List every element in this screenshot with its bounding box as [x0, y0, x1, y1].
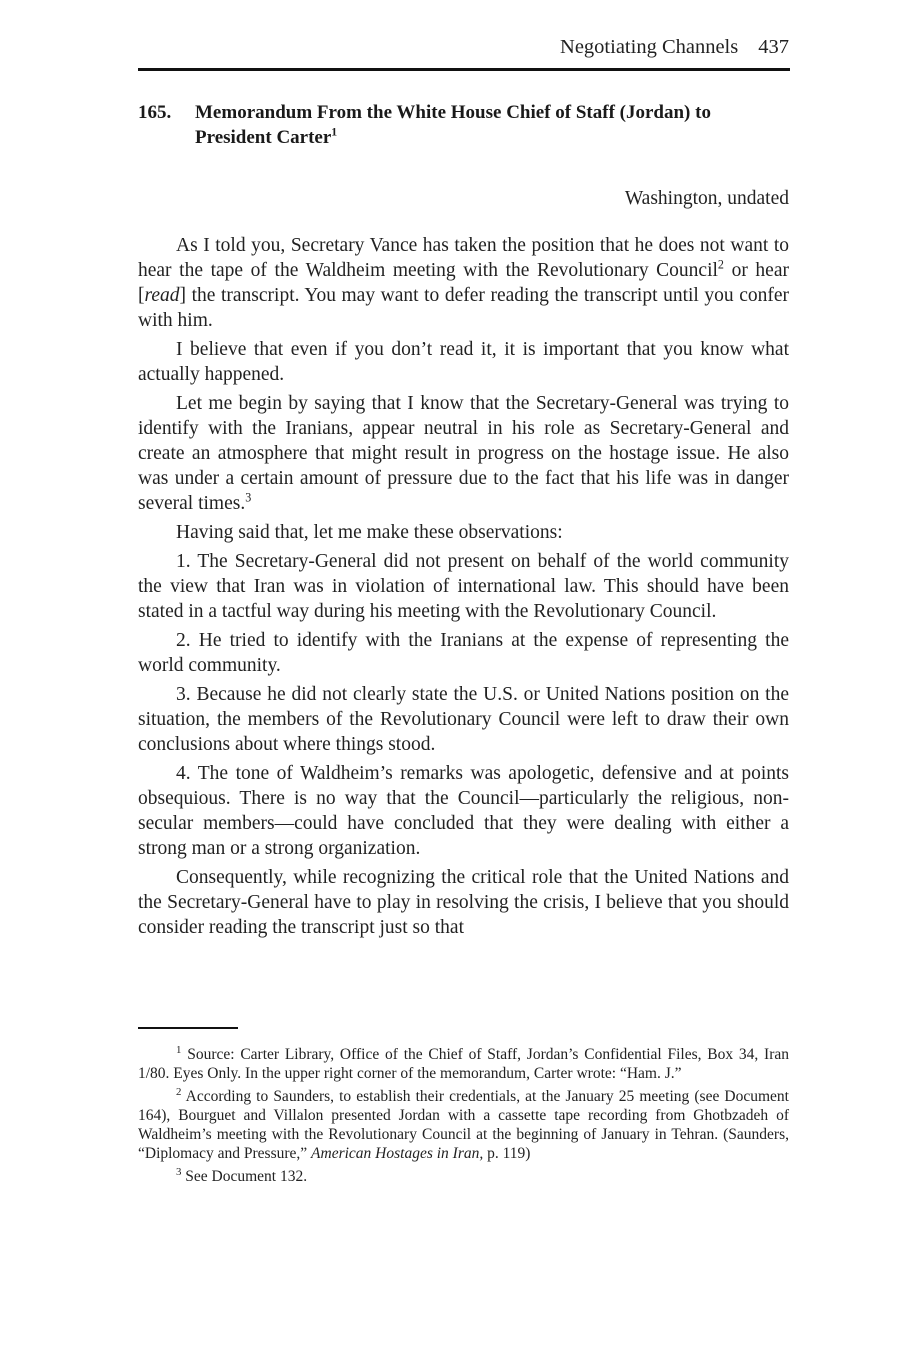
- paragraph-2: I believe that even if you don’t read it, it is important that you know what actually happened.: [138, 339, 789, 385]
- footnote-1-text: Source: Carter Library, Office of the Chief of Staff, Jordan’s Confidential Files, Box 34, Iran 1/80. Eyes Only. In the upper right corner of the memorandum, Carter wrote: “Ham. J.”: [138, 1046, 789, 1082]
- footnote-2-mark: 2: [176, 1085, 182, 1098]
- paragraph-conclusion: Consequently, while recognizing the critical role that the United Nations and the Secretary-General have to play in resolving the crisis, I believe that you should consider reading the transcript just so that: [138, 867, 789, 938]
- page-number: 437: [758, 36, 789, 58]
- footnote-ref-3: 3: [245, 490, 252, 505]
- memorandum-body: [138, 233, 789, 944]
- paragraph-1-italic: read: [144, 285, 180, 306]
- observation-3: 3. Because he did not clearly state the U.S. or United Nations position on the situation, the members of the Revolutionary Council were left to draw their own conclusions about where things stood.: [138, 684, 789, 755]
- document-title-text: Memorandum From the White House Chief of Staff (Jordan) to President Carter: [195, 102, 711, 148]
- footnote-2-text-b: p. 119): [483, 1145, 531, 1162]
- footnote-ref-2: 2: [717, 257, 724, 272]
- paragraph-1-text-a: As I told you, Secretary Vance has taken the position that he does not want to hear the tape of the Waldheim meeting with the Revolutionary Council: [138, 235, 789, 281]
- footnote-1: [138, 1045, 789, 1083]
- footnote-2: [138, 1087, 789, 1163]
- document-number: 165.: [138, 102, 172, 123]
- dateline: Washington, undated: [624, 188, 789, 209]
- observation-2: 2. He tried to identify with the Iranians at the expense of representing the world community.: [138, 630, 789, 676]
- footnote-rule: [138, 1027, 238, 1029]
- footnotes: [138, 1045, 789, 1190]
- footnote-ref-1: 1: [331, 125, 338, 139]
- paragraph-1-text-c: ] the transcript. You may want to defer reading the transcript until you confer with him.: [138, 285, 789, 331]
- paragraph-4: Having said that, let me make these observations:: [176, 522, 563, 543]
- footnote-3: [138, 1167, 789, 1186]
- running-header: [138, 36, 789, 59]
- header-rule: [138, 68, 790, 71]
- footnote-1-mark: 1: [176, 1043, 182, 1056]
- footnote-2-italic: American Hostages in Iran,: [311, 1145, 484, 1162]
- footnote-2-text-a: According to Saunders, to establish their credentials, at the January 25 meeting (see Document 164), Bourguet and Villalon presented Jordan with a cassette tape recording from Ghotbzadeh of Waldheim’s meeting with the Revolutionary Council at the beginning of January in Tehran. (Saunders, “Diplomacy and Pressure,”: [138, 1088, 789, 1162]
- observation-4: 4. The tone of Waldheim’s remarks was apologetic, defensive and at points obsequious. There is no way that the Council—particularly the religious, non-secular members—could have concluded that they were dealing with either a strong man or a strong organization.: [138, 763, 789, 859]
- running-title: Negotiating Channels: [560, 36, 739, 58]
- paragraph-3-text: Let me begin by saying that I know that the Secretary-General was trying to identify with the Iranians, appear neutral in his role as Secretary-General and create an atmosphere that might result in progress on the hostage issue. He also was under a certain amount of pressure due to the fact that his life was in danger several times.: [138, 393, 789, 514]
- footnote-3-text: See Document 132.: [181, 1168, 308, 1185]
- footnote-3-mark: 3: [176, 1165, 182, 1178]
- document-title: [195, 100, 789, 150]
- paragraph-1-text-b: or hear [: [138, 260, 789, 306]
- paragraph-3: [138, 391, 789, 516]
- observation-1: 1. The Secretary-General did not present on behalf of the world community the view that Iran was in violation of international law. This should have been stated in a tactful way during his meeting with the Revolutionary Council.: [138, 551, 789, 622]
- document-heading: [138, 100, 789, 150]
- paragraph-1: [138, 233, 789, 333]
